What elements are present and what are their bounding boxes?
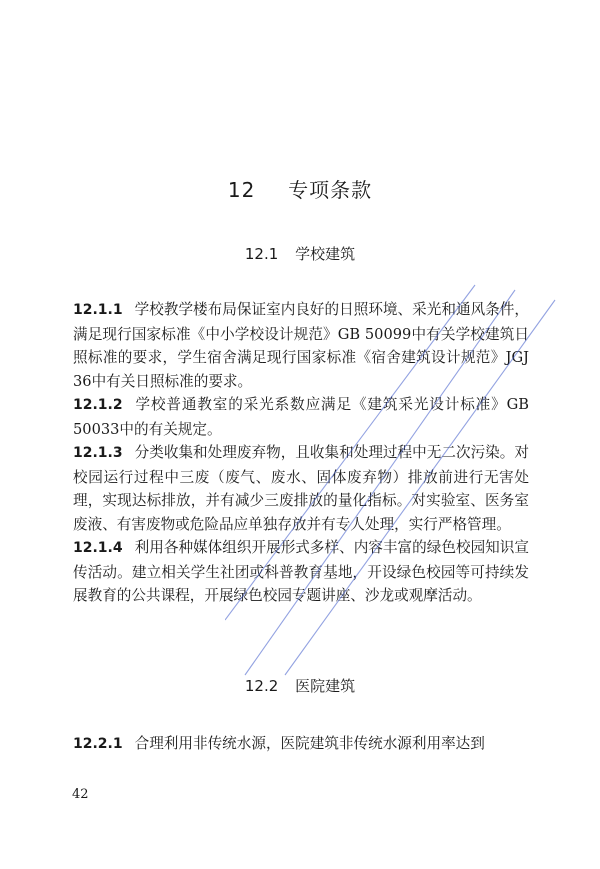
clause-12-1-1 (73, 298, 529, 393)
clause-text: 合理利用非传统水源，医院建筑非传统水源利用率达到 (134, 735, 485, 752)
clause-12-1-4 (73, 536, 529, 608)
clause-text: 学校教学楼布局保证室内良好的日照环境、采光和通风条件，满足现行国家标准《中小学校设计规范》GB 50099中有关学校建筑日照标准的要求，学生宿舍满足现行国家标准《宿舍建筑设计规范》JGJ 36中有关日照标准的要求。 (73, 301, 529, 390)
clause-12-1-2 (73, 393, 529, 441)
chapter-title (0, 174, 600, 203)
section-name: 学校建筑 (295, 245, 356, 263)
clause-number: 12.1.4 (73, 540, 123, 556)
chapter-number: 12 (227, 178, 256, 202)
section-heading-12-2 (0, 675, 600, 696)
section-12-1-body (73, 298, 529, 608)
section-number: 12.2 (244, 677, 279, 695)
section-heading-12-1 (0, 243, 600, 264)
clause-number: 12.1.1 (73, 302, 123, 318)
section-number: 12.1 (244, 245, 279, 263)
clause-12-1-3 (73, 441, 529, 536)
clause-text: 分类收集和处理废弃物，且收集和处理过程中无二次污染。对校园运行过程中三废（废气、废水、固体废弃物）排放前进行无害处理，实现达标排放，并有减少三废排放的量化指标。对实验室、医务室废液、有害废物或危险品应单独存放并有专人处理，实行严格管理。 (73, 444, 529, 533)
section-12-2-body (73, 732, 529, 757)
page-number: 42 (72, 787, 89, 802)
clause-text: 利用各种媒体组织开展形式多样、内容丰富的绿色校园知识宣传活动。建立相关学生社团或科普教育基地，开设绿色校园等可持续发展教育的公共课程，开展绿色校园专题讲座、沙龙或观摩活动。 (73, 539, 529, 604)
clause-text: 学校普通教室的采光系数应满足《建筑采光设计标准》GB 50033中的有关规定。 (73, 396, 529, 438)
clause-number: 12.1.2 (73, 397, 123, 413)
section-name: 医院建筑 (295, 677, 356, 695)
clause-12-2-1 (73, 732, 529, 757)
chapter-name: 专项条款 (288, 178, 373, 202)
clause-number: 12.1.3 (73, 445, 123, 461)
clause-number: 12.2.1 (73, 736, 123, 752)
